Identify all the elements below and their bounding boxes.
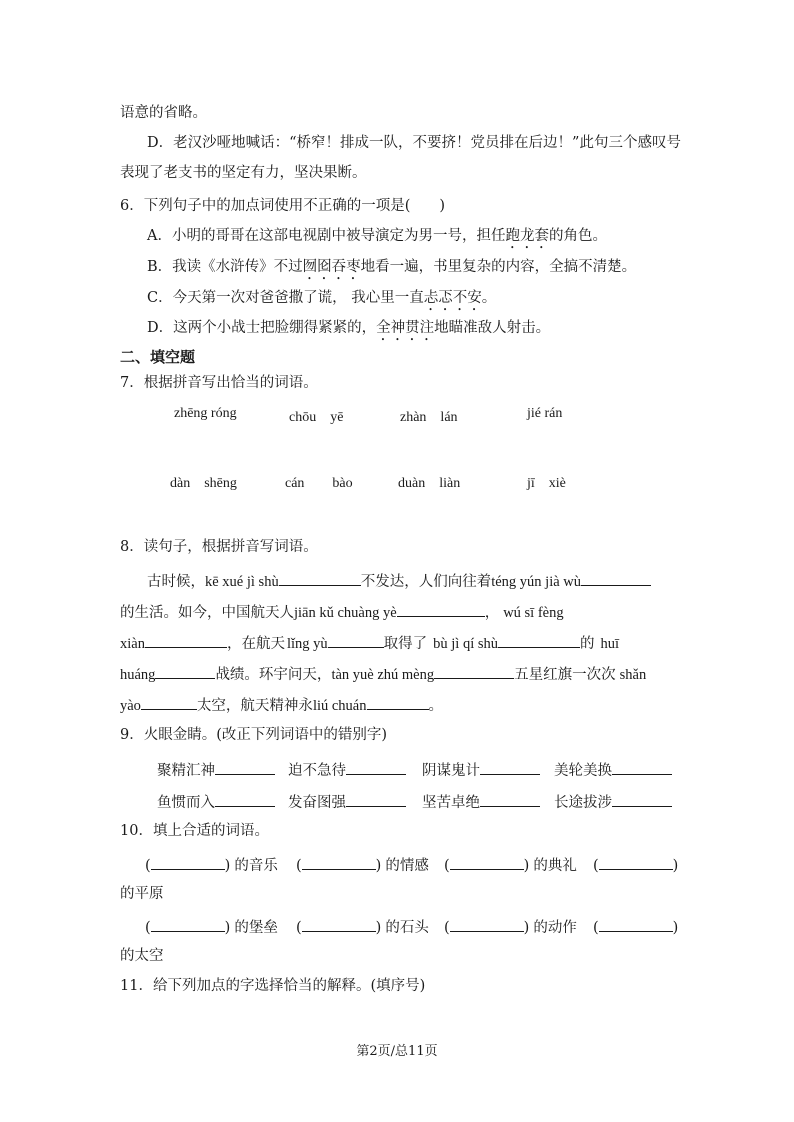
- pinyin-prompt: jī xiè: [527, 476, 566, 491]
- answer-blank[interactable]: [480, 758, 540, 775]
- section-heading: 二、填空题: [120, 348, 196, 366]
- question-7-title: 7．根据拼音写出恰当的词语。: [120, 375, 318, 391]
- typo-item: 发奋图强: [288, 790, 406, 813]
- answer-blank[interactable]: [498, 631, 580, 648]
- answer-blank[interactable]: [302, 853, 376, 870]
- question-11-title: 11．给下列加点的字选择恰当的解释。(填序号): [120, 978, 426, 994]
- answer-blank[interactable]: [151, 915, 225, 932]
- dotted-word: 全神贯注: [376, 320, 435, 336]
- fill-phrase: ( ) 的堡垒: [145, 915, 278, 938]
- typo-item: 聚精汇神: [157, 758, 275, 781]
- typo-item: 鱼惯而入: [157, 790, 275, 813]
- question-9-title: 9．火眼金睛。(改正下列词语中的错别字): [120, 727, 388, 743]
- question-8-title: 8．读句子，根据拼音写词语。: [120, 539, 318, 555]
- question-8-line-2: 的生活。如今，中国航天人jiān kǔ chuàng yè ， wú sī fèng: [120, 600, 564, 623]
- fill-phrase-tail: 的平原: [120, 886, 164, 902]
- question-6-title: 6．下列句子中的加点词使用不正确的一项是( ): [120, 198, 446, 214]
- pinyin-prompt: jié rán: [527, 406, 563, 421]
- question-6-option-d: D．这两个小战士把脸绷得紧紧的，全神贯注地瞄准敌人射击。: [147, 320, 551, 336]
- page-number: 第2页/总11页: [356, 1044, 438, 1059]
- answer-blank[interactable]: [155, 662, 215, 679]
- answer-blank[interactable]: [434, 662, 514, 679]
- answer-blank[interactable]: [145, 631, 227, 648]
- pinyin-prompt: duàn liàn: [398, 476, 461, 491]
- answer-blank[interactable]: [367, 693, 429, 710]
- typo-item: 长途拔涉: [554, 790, 672, 813]
- answer-blank[interactable]: [599, 915, 673, 932]
- fill-phrase: ( ) 的音乐: [145, 853, 278, 876]
- fill-phrase-tail: 的太空: [120, 948, 164, 964]
- question-6-option-c: C．今天第一次对爸爸撒了谎， 我心里一直忐忑不安。: [147, 290, 497, 306]
- answer-blank[interactable]: [397, 600, 485, 617]
- pinyin-prompt: zhēng róng: [174, 406, 237, 421]
- fill-phrase: ( ) 的动作: [444, 915, 577, 938]
- answer-blank[interactable]: [346, 790, 406, 807]
- answer-blank[interactable]: [302, 915, 376, 932]
- question-8-line-4: huáng 战绩。环宇问天，tàn yuè zhú mèng 五星红旗一次次 shǎn: [120, 662, 646, 685]
- dotted-word: 跑龙套: [505, 228, 549, 244]
- answer-blank[interactable]: [215, 790, 275, 807]
- typo-item: 美轮美换: [554, 758, 672, 781]
- answer-blank[interactable]: [141, 693, 197, 710]
- answer-blank[interactable]: [450, 853, 524, 870]
- fill-phrase: ( ): [593, 915, 678, 938]
- answer-blank[interactable]: [328, 631, 384, 648]
- fill-phrase: ( ) 的典礼: [444, 853, 577, 876]
- pinyin-prompt: dàn shēng: [170, 476, 237, 491]
- answer-blank[interactable]: [346, 758, 406, 775]
- question-6-option-a: A．小明的哥哥在这部电视剧中被导演定为男一号，担任跑龙套的角色。: [147, 228, 607, 244]
- dotted-word: 忐忑不安: [423, 290, 482, 306]
- dotted-word: 囫囵吞枣: [302, 259, 361, 275]
- option-d-continued: 表现了老支书的坚定有力，坚决果断。: [120, 165, 367, 181]
- answer-blank[interactable]: [151, 853, 225, 870]
- answer-blank[interactable]: [612, 790, 672, 807]
- option-d-text: D．老汉沙哑地喊话：“桥窄！排成一队，不要挤！党员排在后边！”此句三个感叹号: [147, 135, 681, 151]
- question-8-line-1: 古时候，kē xué jì shù 不发达，人们向往着téng yún jià wù: [147, 569, 651, 592]
- fill-phrase: ( ) 的石头: [296, 915, 429, 938]
- continuation-text: 语意的省略。: [120, 105, 207, 121]
- fill-phrase: ( ) 的情感: [296, 853, 429, 876]
- answer-blank[interactable]: [581, 569, 651, 586]
- answer-blank[interactable]: [450, 915, 524, 932]
- answer-blank[interactable]: [612, 758, 672, 775]
- question-8-line-3: xiàn ，在航天 lǐng yù 取得了 bù jì qí shù 的 huī: [120, 631, 619, 654]
- typo-item: 迫不急待: [288, 758, 406, 781]
- fill-phrase: ( ): [593, 853, 678, 876]
- answer-blank[interactable]: [215, 758, 275, 775]
- question-10-title: 10．填上合适的词语。: [120, 823, 269, 839]
- answer-blank[interactable]: [599, 853, 673, 870]
- question-6-option-b: B．我读《水浒传》不过囫囵吞枣地看一遍，书里复杂的内容，全搞不清楚。: [147, 259, 637, 275]
- answer-blank[interactable]: [279, 569, 361, 586]
- typo-item: 阴谋鬼计: [422, 758, 540, 781]
- pinyin-prompt: cán bào: [285, 476, 353, 491]
- answer-blank[interactable]: [480, 790, 540, 807]
- question-8-line-5: yào 太空，航天精神永liú chuán 。: [120, 693, 443, 716]
- pinyin-prompt: zhàn lán: [400, 410, 458, 425]
- pinyin-prompt: chōu yē: [289, 410, 344, 425]
- typo-item: 坚苦卓绝: [422, 790, 540, 813]
